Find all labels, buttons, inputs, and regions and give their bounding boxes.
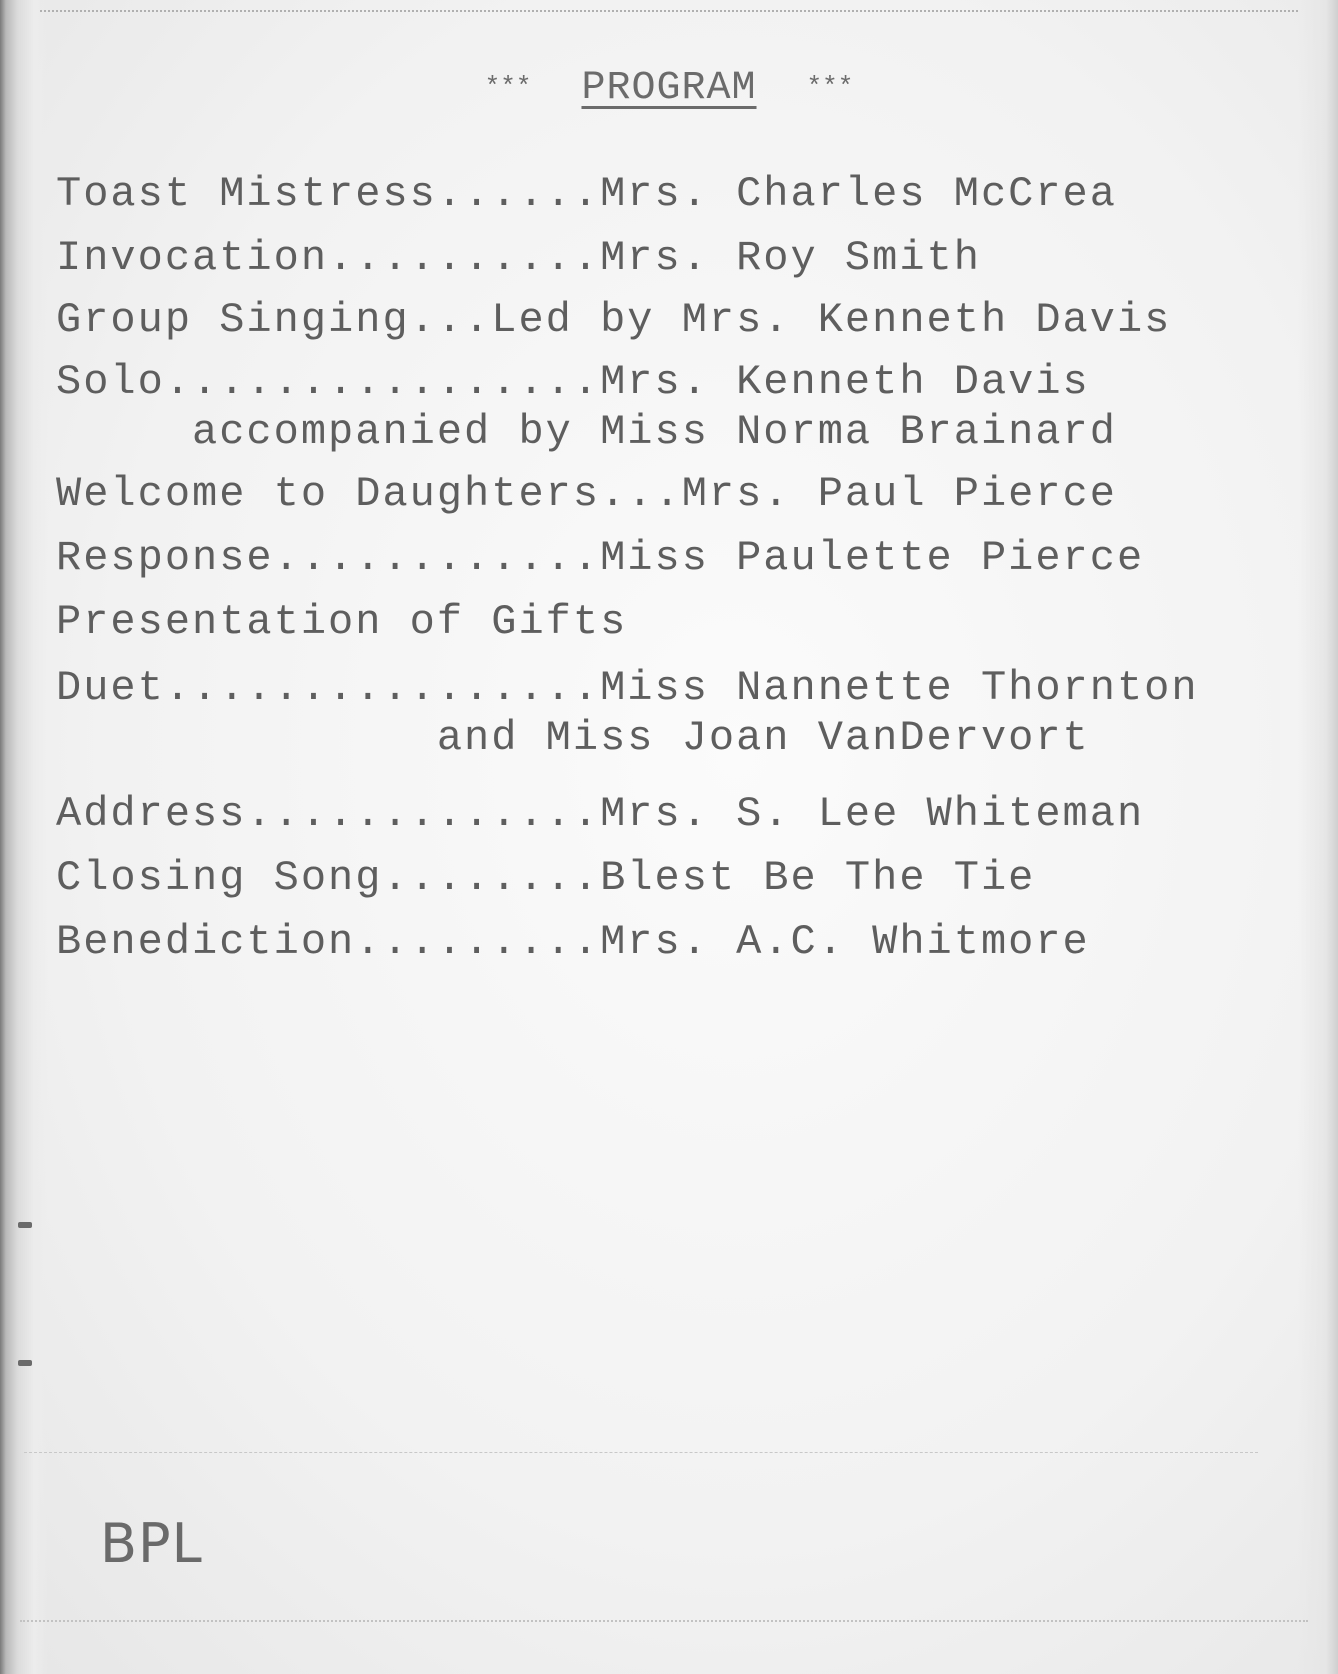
title-ornament-right: ***	[806, 72, 854, 103]
program-line: Solo................Mrs. Kenneth Davis	[56, 358, 1090, 406]
staple-mark	[18, 1360, 32, 1366]
program-line: Toast Mistress......Mrs. Charles McCrea	[56, 170, 1117, 218]
page-title: PROGRAM	[581, 66, 757, 111]
program-line: Duet................Miss Nannette Thornton	[56, 664, 1199, 712]
top-perforation	[40, 10, 1298, 20]
program-line: accompanied by Miss Norma Brainard	[56, 408, 1117, 456]
fold-line	[24, 1452, 1258, 1453]
program-line: Group Singing...Led by Mrs. Kenneth Davis	[56, 296, 1172, 344]
binding-shadow	[0, 0, 48, 1674]
watermark: BPL	[100, 1512, 203, 1575]
page-edge	[1298, 0, 1338, 1674]
bottom-perforation	[20, 1620, 1308, 1634]
program-title-row	[0, 66, 1338, 111]
program-line: Response............Miss Paulette Pierce	[56, 534, 1145, 582]
program-line: Benediction.........Mrs. A.C. Whitmore	[56, 918, 1090, 966]
program-list	[56, 170, 1276, 966]
program-line: Welcome to Daughters...Mrs. Paul Pierce	[56, 470, 1117, 518]
program-line: Presentation of Gifts	[56, 598, 628, 646]
program-line: Invocation..........Mrs. Roy Smith	[56, 234, 981, 282]
program-line: and Miss Joan VanDervort	[56, 714, 1090, 762]
program-line: Closing Song........Blest Be The Tie	[56, 854, 1036, 902]
staple-mark	[18, 1222, 32, 1228]
program-line: Address.............Mrs. S. Lee Whiteman	[56, 790, 1145, 838]
title-ornament-left: ***	[484, 72, 532, 103]
